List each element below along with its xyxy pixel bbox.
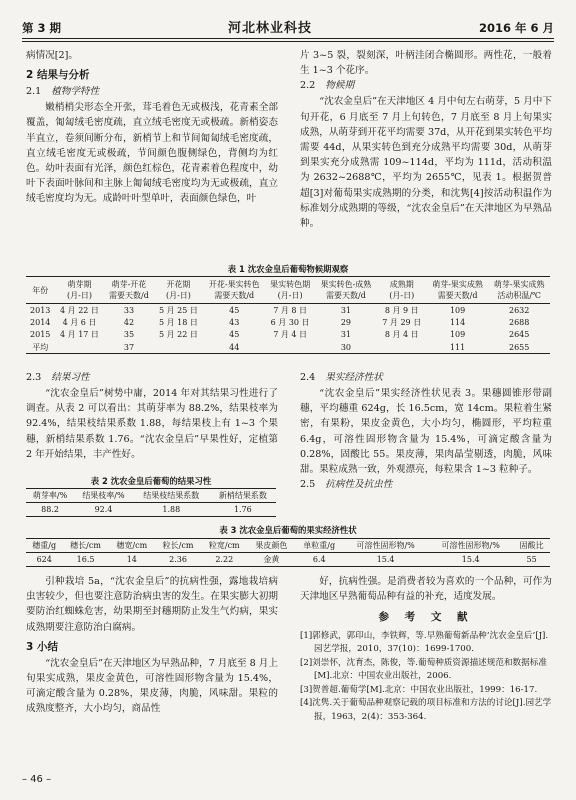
table-cell: 55 <box>513 553 550 567</box>
paragraph: 片 3~5 裂，裂刻深，叶柄洼闭合椭圆形。两性花，一般着生 1~3 个花序。 <box>300 50 552 77</box>
table-cell: 8 月 4 日 <box>384 330 419 340</box>
table-cell: 37 <box>105 341 154 354</box>
table-cell: 7 月 29 日 <box>382 317 422 327</box>
table-header-cell: 结果枝结果系数 <box>133 489 210 503</box>
reference-item: [3]贺普超.葡萄学[M].北京：中国农业出版社，1999：16-17. <box>300 684 538 695</box>
references-heading: 参 考 文 献 <box>378 611 474 624</box>
table-header-cell: 固酸比 <box>513 539 550 553</box>
table-cell: 45 <box>229 330 240 340</box>
table-header-cell: 单粒重/g <box>295 539 343 553</box>
table-cell: 31 <box>340 330 352 340</box>
table-cell: 30 <box>315 341 377 354</box>
table-header-cell: 成熟期 (月-日) <box>377 277 427 304</box>
date-label: 2016 年 6 月 <box>478 21 554 35</box>
table1-title: 表 1 沈农金皇后葡萄物候期观察 <box>227 264 349 274</box>
table-cell: 109 <box>449 330 466 340</box>
section-heading: 3 小结 <box>26 640 58 653</box>
journal-title: 河北林业科技 <box>227 21 312 36</box>
table-cell: 29 <box>340 317 352 327</box>
table-header-cell: 果实转色-成熟 需要天数/d <box>315 277 377 304</box>
left-column-bottom <box>26 574 278 717</box>
paragraph: “沈农金皇后”在天津地区 4 月中旬左右萌芽，5 月中下旬开花，6 月底至 7 月上旬转色，7 月底至 8 月上旬果实成熟，从萌芽到开花平均需要 37d，从开花到果实转色平均需要 44d，从果实转色到充分成熟平均需要 30d，从萌芽到果实充分成熟需 109~114d，平均为 111d，活动积温为 2632~2688℃，平均为 2655℃，见表 1。根据贺普超[3]对葡萄果实成熟期的分类，和沈隽[4]按活动积温作为标准划分成熟期的等级，“沈农金皇后”在天津地区为早熟品种。 <box>300 96 552 230</box>
table1 <box>26 276 550 354</box>
table-cell: 33 <box>123 305 135 315</box>
table-header-cell: 萌芽期 (月-日) <box>54 277 104 304</box>
table-cell: 109 <box>449 305 466 315</box>
table-cell: 42 <box>123 317 135 327</box>
table-row <box>26 553 550 567</box>
table-cell: 4 月 17 日 <box>60 330 99 340</box>
paragraph: “沈农金皇后”树势中庸，2014 年对其结果习性进行了调查。从表 2 可以看出：其萌芽率为 88.2%，结果枝率为 92.4%，结果枝结果系数 1.88，每结果枝上有 1~3 个果穗，新梢结果系数 1.76。“沈农金皇后”早果性好，定植第 2 年开始结果，丰产性好。 <box>26 388 278 460</box>
table-cell: 1.88 <box>133 503 210 517</box>
table-cell: 2014 <box>30 317 51 327</box>
table-cell: 14 <box>109 553 155 567</box>
paragraph: 病情况[2]。 <box>26 50 78 61</box>
table-header-cell: 粒宽/cm <box>201 539 247 553</box>
table-cell: 2688 <box>509 317 530 327</box>
table2 <box>26 488 276 517</box>
table-cell: 5 月 25 日 <box>158 305 198 315</box>
header-rule-thin <box>22 41 554 42</box>
table-header-cell: 新梢结果系数 <box>210 489 276 503</box>
table-cell: 43 <box>229 317 240 327</box>
table-cell: 7 月 8 日 <box>273 305 307 315</box>
paragraph: 好，抗病性强。是消费者较为喜欢的一个品种，可作为天津地区早熟葡萄品种有益的补充，适度发展。 <box>300 576 552 603</box>
table-cell: 16.5 <box>62 553 108 567</box>
table-cell: 111 <box>427 341 489 354</box>
table-row <box>26 329 550 342</box>
table-row <box>26 503 276 517</box>
table-header-cell: 结果枝率/% <box>74 489 133 503</box>
table-cell: 5 月 18 日 <box>158 317 198 327</box>
reference-item: [2]刘崇怀，沈育杰，陈俊，等.葡萄种质资源描述规范和数据标准[M].北京：中国农业出版社，2006. <box>300 657 547 682</box>
running-header <box>22 14 554 36</box>
subsection-heading: 2.2 物候期 <box>300 80 355 92</box>
table-header-cell: 开花期 (月-日) <box>153 277 203 304</box>
table3-title: 表 3 沈农金皇后葡萄的果实经济性状 <box>219 525 357 535</box>
paragraph: “沈农金皇后”果实经济性状见表 3。果穗圆锥形带副穗，平均穗重 624g，长 16.5cm，宽 14cm。果粒着生紧密，有果粉，果皮金黄色，大小均匀，椭圆形，平均粒重 6.4g，可溶性固形物含量为 15.4%，可滴定酸含量为 0.28%，固酸比 55。果皮薄，果肉晶莹剔透，肉脆，风味甜。果粒成熟一致，外观漂亮，每粒果含 1~3 粒种子。 <box>300 388 552 476</box>
table-cell: 45 <box>229 305 240 315</box>
subsection-heading: 2.5 抗病性及抗虫性 <box>300 479 393 491</box>
left-column-mid <box>26 370 278 462</box>
table-cell: 2632 <box>509 305 530 315</box>
table-cell: 92.4 <box>74 503 133 517</box>
table-cell: 6 月 30 日 <box>270 317 310 327</box>
page-number: – 46 – <box>22 774 52 785</box>
table-header-cell: 果皮颜色 <box>247 539 295 553</box>
table-cell <box>153 341 203 354</box>
subsection-heading: 2.4 果实经济性状 <box>300 372 383 383</box>
table-cell: 4 月 22 日 <box>60 305 99 315</box>
table-header-cell: 穗长/cm <box>62 539 108 553</box>
table-cell: 平均 <box>26 341 54 354</box>
table-cell: 1.76 <box>210 503 276 517</box>
paragraph: 嫩梢梢尖形态全开张，茸毛着色无或极浅，花青素全部覆盖，匍匐绒毛密度疏，直立绒毛密度无或极疏。新梢姿态半直立，卷须间断分布，新梢节上和节间匍匐绒毛密度疏，直立绒毛密度无或极疏，节间颜色腹侧绿色，背侧均为红色。幼叶表面有光泽，颜色红棕色，花青素着色程度中，幼叶下表面叶脉间和主脉上匍匐绒毛密度均为无或极疏，直立绒毛密度均为无。成龄叶叶型单叶，表面颜色绿色，叶 <box>26 102 278 205</box>
table-header-cell: 可溶性固形物/% <box>343 539 428 553</box>
paragraph: 引种栽培 5a，“沈农金皇后”的抗病性强，露地栽培病虫害较少，但也要注意防治病虫害的发生。在果实膨大初期要防治红蜘蛛危害，幼果期至封穗期防止发生气灼病，果实成熟期要注意防治白腐病。 <box>26 576 278 633</box>
table-header-cell: 穗宽/cm <box>109 539 155 553</box>
table-header-cell: 萌芽率/% <box>26 489 74 503</box>
table-row <box>26 304 550 317</box>
table-cell: 15.4 <box>343 553 428 567</box>
table-cell <box>377 341 427 354</box>
table-header-cell: 果实转色期 (月-日) <box>265 277 315 304</box>
reference-item: [4]沈隽.关于葡萄品种观察记载的项目标准和方法的讨论[J].园艺学报，1963，2(4)：353-364. <box>300 698 552 722</box>
table-cell: 114 <box>449 317 466 327</box>
subsection-heading: 2.1 植物学特性 <box>26 86 100 98</box>
right-column-mid <box>300 370 552 493</box>
table-cell: 88.2 <box>26 503 74 517</box>
left-column-top <box>26 48 278 207</box>
paragraph: “沈农金皇后”在天津地区为早熟品种，7 月底至 8 月上旬果实成熟，果皮金黄色，可溶性固形物含量为 15.4%，可滴定酸含量为 0.28%，果皮薄，肉脆，风味甜。果粒的成熟度整齐，大小均匀，商品性 <box>26 657 278 715</box>
table-cell: 2655 <box>488 341 550 354</box>
table-cell: 7 月 4 日 <box>273 330 307 340</box>
table-row <box>26 316 550 329</box>
table-header-cell: 萌芽-果实成熟 需要天数/d <box>427 277 489 304</box>
table-header-cell: 开花-果实转色 需要天数/d <box>204 277 266 304</box>
table-header-cell: 年份 <box>26 277 54 304</box>
right-column-bottom <box>300 574 552 724</box>
table-header-cell: 粒长/cm <box>155 539 201 553</box>
reference-list <box>300 630 552 725</box>
table3 <box>26 538 550 567</box>
table-cell: 15.4 <box>428 553 513 567</box>
header-rule <box>22 38 554 39</box>
table-cell: 35 <box>123 330 135 340</box>
table-cell: 2.36 <box>155 553 201 567</box>
table-header-cell: 萌芽-开花 需要天数/d <box>105 277 154 304</box>
issue-label: 第 3 期 <box>22 21 62 35</box>
table-cell: 6.4 <box>295 553 343 567</box>
table-cell: 金黄 <box>247 553 295 567</box>
section-heading: 2 结果与分析 <box>26 69 90 82</box>
table-header-cell: 可溶性固形物/% <box>428 539 513 553</box>
table-cell <box>54 341 104 354</box>
table-cell: 2015 <box>30 330 51 340</box>
table2-title: 表 2 沈农金皇后葡萄的结果习性 <box>90 476 212 486</box>
subsection-heading: 2.3 结果习性 <box>26 372 90 383</box>
table-cell: 5 月 22 日 <box>158 330 198 340</box>
table-header-cell: 穗重/g <box>26 539 62 553</box>
table-cell: 624 <box>26 553 62 567</box>
table-cell: 2013 <box>30 305 51 315</box>
table-header-cell: 萌芽-果实成熟 活动积温/℃ <box>488 277 550 304</box>
table-cell: 2.22 <box>201 553 247 567</box>
right-column-top <box>300 48 552 231</box>
table-cell: 4 月 6 日 <box>62 317 97 327</box>
table-row <box>26 341 550 354</box>
table-cell: 8 月 9 日 <box>384 305 419 315</box>
table-cell: 2645 <box>509 330 530 340</box>
table-cell <box>265 341 315 354</box>
reference-item: [1]郭修武，郭印山，李铁辉，等.早熟葡萄新品种‘沈农金皇后’[J].园艺学报，2010，37(10)：1699-1700. <box>300 630 549 655</box>
table-cell: 31 <box>340 305 352 315</box>
table-cell: 44 <box>204 341 266 354</box>
